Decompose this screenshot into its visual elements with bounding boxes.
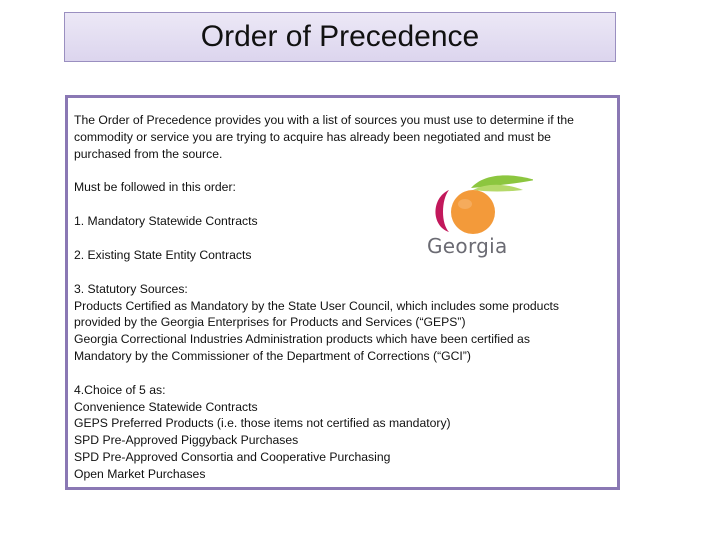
list-item-2: 2. Existing State Entity Contracts — [74, 247, 252, 262]
intro-line-3: purchased from the source. — [74, 146, 223, 161]
list-item-1: 1. Mandatory Statewide Contracts — [74, 214, 258, 229]
list-item-4-option: Convenience Statewide Contracts — [74, 399, 258, 414]
content-panel — [65, 95, 620, 490]
list-item-4-option: SPD Pre-Approved Piggyback Purchases — [74, 433, 299, 448]
list-item-4-title: 4.Choice of 5 as: — [74, 382, 166, 397]
list-item-3-line: Mandatory by the Commissioner of the Department of Corrections (“GCI”) — [74, 348, 471, 363]
georgia-logo — [413, 170, 533, 265]
list-item-4-option: SPD Pre-Approved Consortia and Cooperative Purchasing — [74, 449, 391, 464]
content-text — [74, 112, 614, 483]
slide-title: Order of Precedence — [200, 20, 480, 53]
intro-line-1: The Order of Precedence provides you with a list of sources you must use to determine if the — [74, 113, 574, 127]
intro-line-2: commodity or service you are trying to acquire has already been negotiated and must be — [74, 129, 551, 144]
list-item-3-line: provided by the Georgia Enterprises for Products and Services (“GEPS”) — [74, 315, 466, 330]
list-item-3-title: 3. Statutory Sources: — [74, 281, 188, 296]
order-heading: Must be followed in this order: — [74, 180, 236, 195]
slide-title-banner — [64, 12, 616, 62]
logo-wordmark: Georgia — [427, 234, 508, 258]
list-item-4-option: GEPS Preferred Products (i.e. those items not certified as mandatory) — [74, 416, 451, 431]
list-item-3-line: Products Certified as Mandatory by the State User Council, which includes some products — [74, 298, 560, 313]
list-item-4-option: Open Market Purchases — [74, 466, 206, 481]
list-item-3-line: Georgia Correctional Industries Administration products which have been certified as — [74, 332, 530, 347]
peach-logo-icon — [413, 170, 533, 240]
